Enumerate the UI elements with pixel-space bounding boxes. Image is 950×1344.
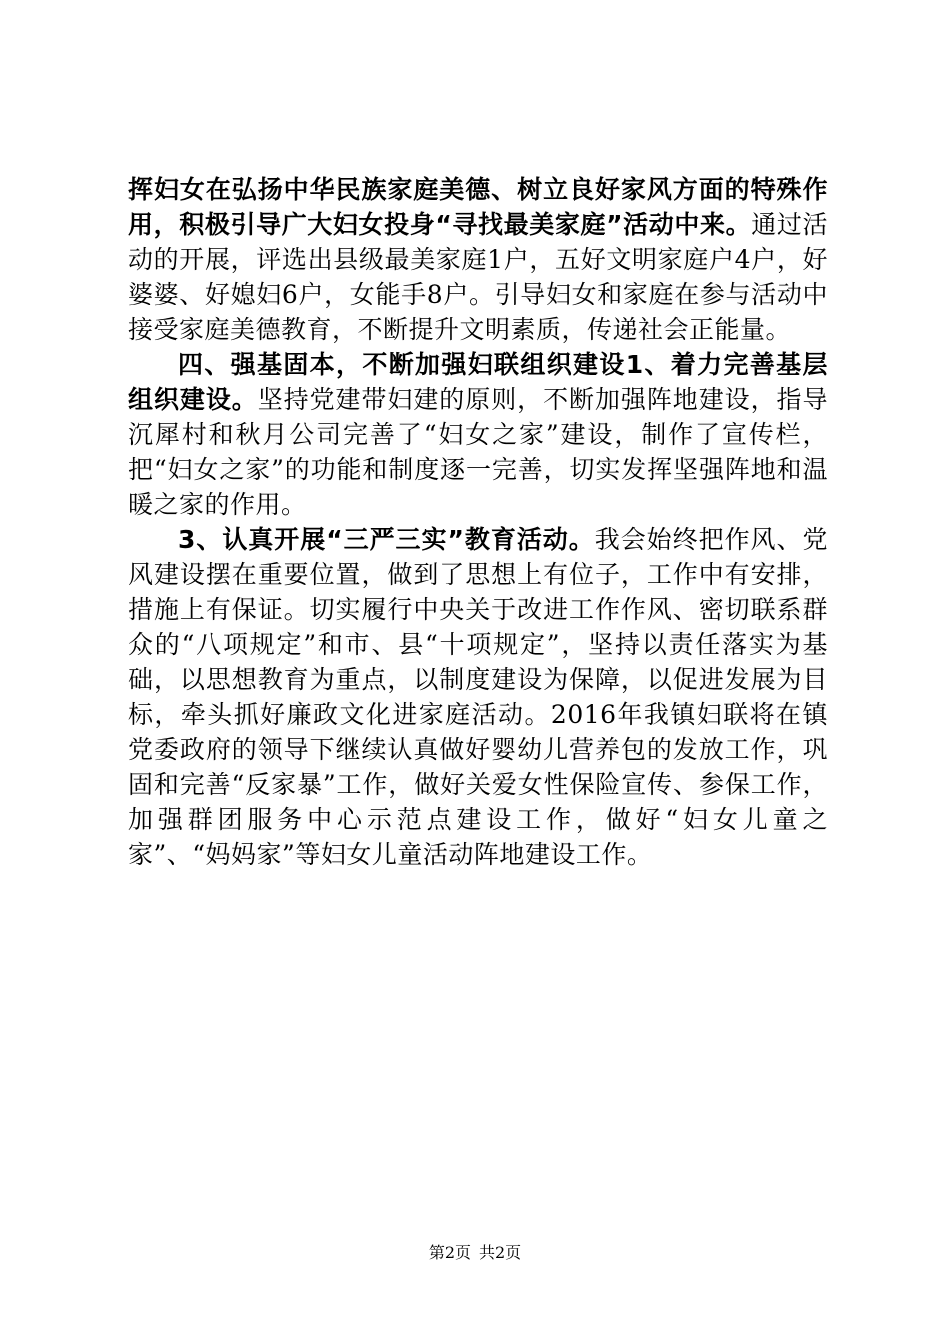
- paragraph-text: 我会始终把作风、党风建设摆在重要位置，做到了思想上有位子，工作中有安排，措施上有保证。切实履行中央关于改进工作作风、密切联系群众的“八项规定”和市、县“十项规定”，坚持以责任落实为基础，以思想教育为重点，以制度建设为保障，以促进发展为目标，牵头抓好廉政文化进家庭活动。2016年我镇妇联将在镇党委政府的领导下继续认真做好婴幼儿营养包的发放工作，巩固和完善“反家暴”工作，做好关爱女性保险宣传、参保工作，加强群团服务中心示范点建设工作，做好“妇女儿童之家”、“妈妈家”等妇女儿童活动阵地建设工作。: [128, 525, 828, 869]
- paragraph-lead-bold: 3、认真开展“三严三实”教育活动。: [178, 525, 595, 554]
- page-total: 共2页: [479, 1243, 522, 1262]
- paragraph-lead-bold: 四、强基固本，不断加强妇联组织建设1、着力完善基层组织建设。: [128, 350, 828, 414]
- paragraph-lead-bold: 挥妇女在弘扬中华民族家庭美德、树立良好家风方面的特殊作用，积极引导广大妇女投身“寻找最美家庭”活动中来。: [128, 175, 828, 239]
- paragraph-three-stricts-education: [128, 522, 828, 872]
- paragraph-text: 通过活动的开展，评选出县级最美家庭1户，五好文明家庭户4户，好婆婆、好媳妇6户，女能手8户。引导妇女和家庭在参与活动中接受家庭美德教育，不断提升文明素质，传递社会正能量。: [128, 210, 828, 344]
- paragraph-organization-building: [128, 347, 828, 522]
- page-footer: [0, 1242, 950, 1264]
- page-number: 第2页: [428, 1243, 471, 1262]
- document-body: [128, 172, 828, 872]
- paragraph-text: 坚持党建带妇建的原则，不断加强阵地建设，指导沉犀村和秋月公司完善了“妇女之家”建设，制作了宣传栏，把“妇女之家”的功能和制度逐一完善，切实发挥坚强阵地和温暖之家的作用。: [128, 385, 828, 519]
- paragraph-family-virtues: [128, 172, 828, 347]
